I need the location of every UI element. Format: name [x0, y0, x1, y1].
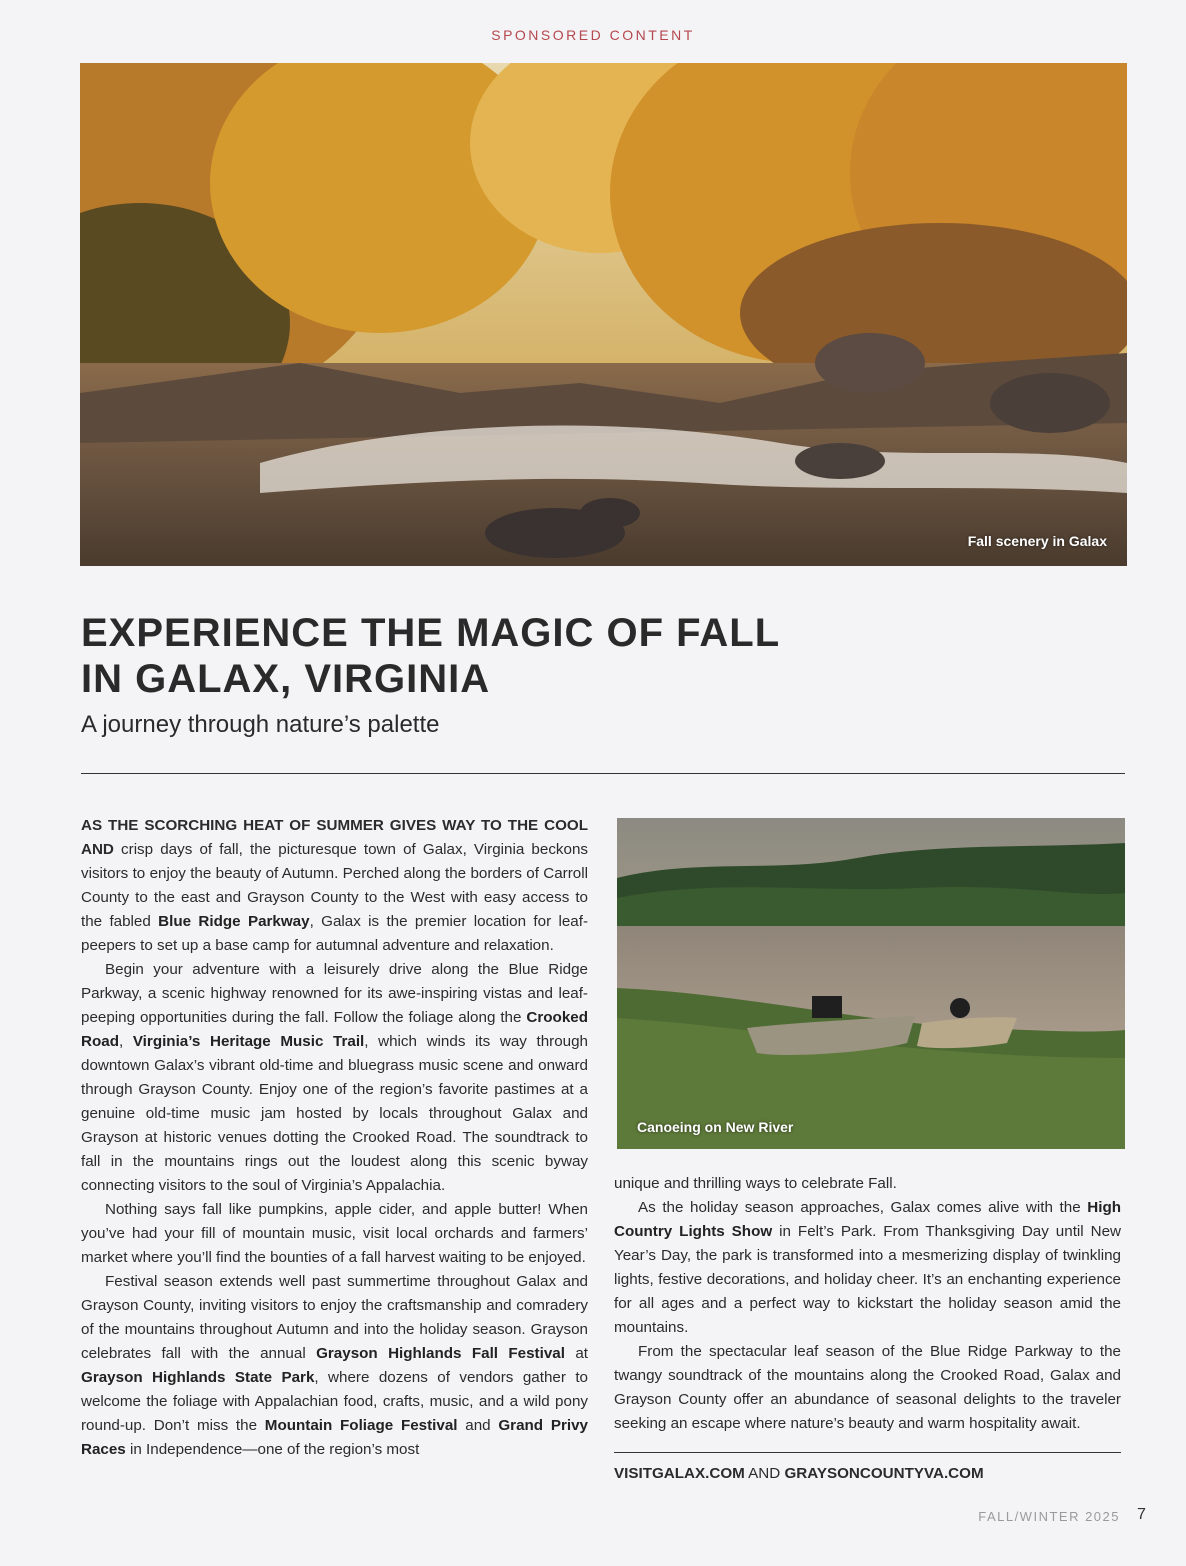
text-run: at [564, 1345, 588, 1362]
highlight-privy-races: Grand Privy Races [81, 1417, 588, 1458]
article-title [81, 610, 981, 702]
highlight-fall-festival: Grayson Highlands Fall Festival [316, 1345, 565, 1362]
canoe-image [617, 818, 1125, 1149]
text-run: in Independence—one of the region’s most [125, 1441, 420, 1458]
paragraph-1 [81, 814, 588, 958]
canoe-photo [617, 818, 1125, 1149]
text-run: As the holiday season approaches, Galax comes alive with the [638, 1199, 1088, 1216]
text-run: in Felt’s Park. From Thanksgiving Day until New Year’s Day, the park is transformed into a mesmerizing display of twinkling lights, festive decorations, and holiday cheer. It’s an enchanting experience for all ages and a perfect way to kickstart the holiday season amid the mountains. [614, 1223, 1121, 1336]
highlight-lights-show: High Country Lights Show [614, 1199, 1121, 1240]
highlight-foliage-festival: Mountain Foliage Festival [264, 1417, 458, 1434]
highlight-state-park: Grayson Highlands State Park [81, 1369, 315, 1386]
link-graysoncounty[interactable]: GRAYSONCOUNTYVA.COM [784, 1465, 984, 1482]
body-column-right [614, 1172, 1121, 1436]
text-run: , where dozens of vendors gather to welcome the foliage with Appalachian food, crafts, music, and a wild pony round-up. Don’t miss the [81, 1369, 588, 1434]
page-number: 7 [1137, 1506, 1146, 1523]
highlight-music-trail: Virginia’s Heritage Music Trail [132, 1033, 365, 1050]
title-divider [81, 773, 1125, 774]
hero-photo [80, 63, 1127, 566]
paragraph-4-continued: unique and thrilling ways to celebrate Fall. [614, 1175, 897, 1192]
issue-label: FALL/WINTER 2025 [978, 1509, 1120, 1524]
body-column-left [81, 814, 588, 1462]
text-run: crisp days of fall, the picturesque town of Galax, Virginia beckons visitors to enjoy the beauty of Autumn. Perched along the borders of Carroll County to the east and Grayson County to the West with easy access to the fabled [81, 841, 588, 930]
link-visitgalax[interactable]: VISITGALAX.COM [614, 1465, 745, 1482]
paragraph-6: From the spectacular leaf season of the Blue Ridge Parkway to the twangy soundtrack of the mountains along the Crooked Road, Galax and Grayson County offer an abundance of seasonal delights to the traveler seeking an escape where nature’s beauty and warm hospitality await. [614, 1343, 1121, 1432]
title-line-1: EXPERIENCE THE MAGIC OF FALL [81, 611, 781, 655]
highlight-crooked-road: Crooked Road [81, 1009, 588, 1050]
lead-caps: AS THE SCORCHING HEAT OF SUMMER GIVES WAY TO THE COOL AND [81, 817, 588, 858]
paragraph-5 [614, 1196, 1121, 1340]
paragraph-2 [81, 958, 588, 1198]
article-subtitle: A journey through nature’s palette [81, 711, 440, 738]
text-run: , which winds its way through downtown Galax’s vibrant old-time and bluegrass music scene and onward through Grayson County. Enjoy one of the region’s favorite pastimes at a genuine old-time music jam hosted by locals throughout Galax and Grayson at historic venues dotting the Crooked Road. The soundtrack to fall in the mountains rings out the loudest along this scenic byway connecting visitors to the soul of Virginia’s Appalachia. [81, 1033, 588, 1194]
links-divider [614, 1452, 1121, 1453]
text-run: , Galax is the premier location for leaf-peepers to set up a base camp for autumnal adventure and relaxation. [81, 913, 589, 954]
text-run: and [457, 1417, 499, 1434]
highlight-blue-ridge-parkway: Blue Ridge Parkway [158, 913, 310, 930]
text-run: Festival season extends well past summertime throughout Galax and Grayson County, inviting visitors to enjoy the craftsmanship and comradery of the mountains throughout Autumn and into the holiday season. Grayson celebrates fall with the annual [81, 1273, 588, 1362]
paragraph-4 [81, 1270, 588, 1462]
sponsored-label: SPONSORED CONTENT [491, 27, 695, 43]
canoe-caption: Canoeing on New River [637, 1119, 794, 1135]
website-links [614, 1465, 984, 1482]
fall-scenery-image [80, 63, 1127, 566]
paragraph-3: Nothing says fall like pumpkins, apple cider, and apple butter! When you’ve had your fill of mountain music, visit local orchards and farmers’ market where you’ll find the bounties of a fall harvest waiting to be enjoyed. [81, 1201, 588, 1266]
hero-caption: Fall scenery in Galax [967, 533, 1107, 549]
links-and: AND [744, 1465, 785, 1482]
title-line-2: IN GALAX, VIRGINIA [81, 657, 491, 701]
text-run: Begin your adventure with a leisurely drive along the Blue Ridge Parkway, a scenic highway renowned for its awe-inspiring vistas and leaf-peeping opportunities during the fall. Follow the foliage along the [81, 961, 588, 1026]
text-run: , [118, 1033, 133, 1050]
